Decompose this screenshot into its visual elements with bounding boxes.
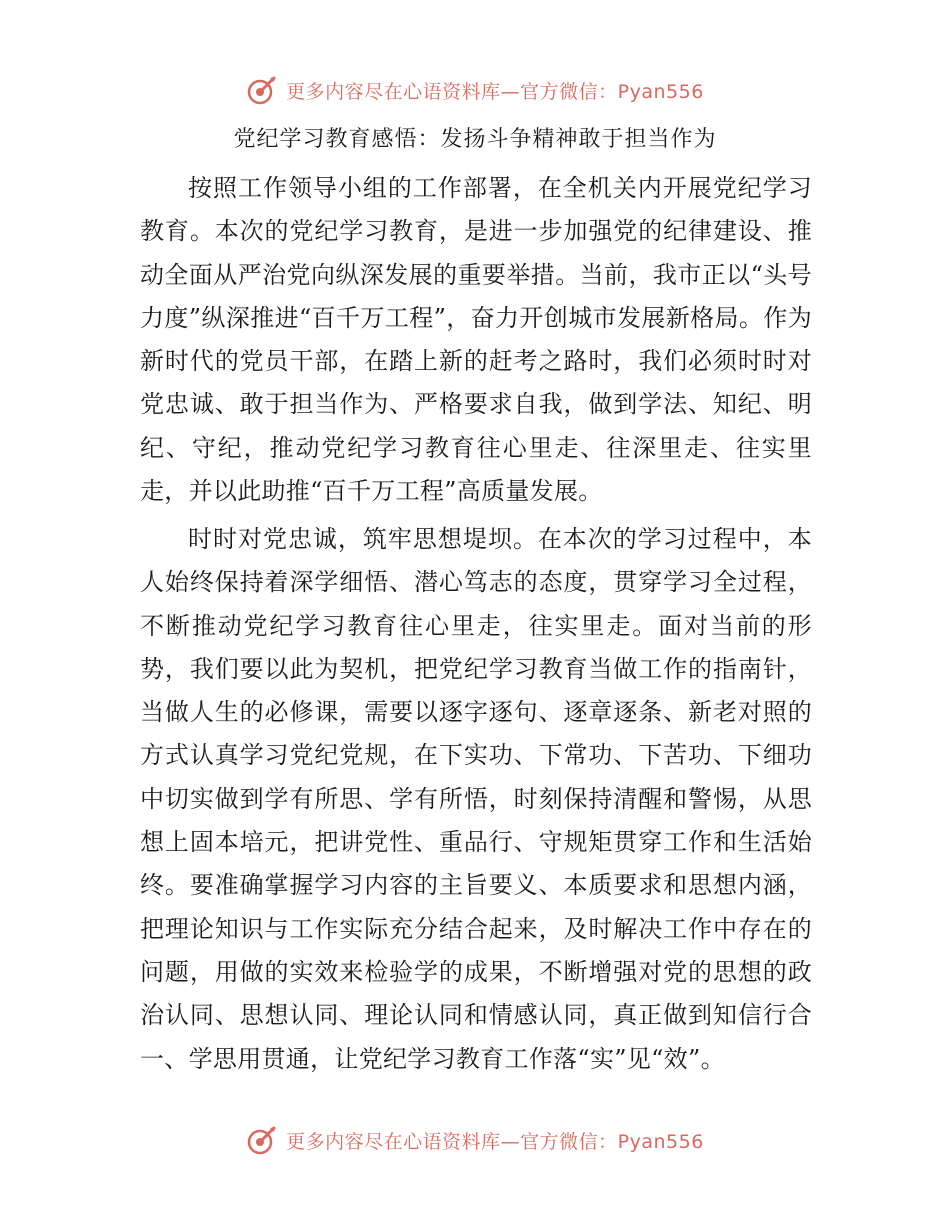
watermark-text: 更多内容尽在心语资料库—官方微信：Pyan556 [286,80,704,103]
footer-watermark [0,1120,950,1160]
page-title: 党纪学习教育感悟：发扬斗争精神敢于担当作为 [233,127,717,152]
paragraph-2: 时时对党忠诚，筑牢思想堤坝。在本次的学习过程中，本人始终保持着深学细悟、潜心笃志的态度，贯穿学习全过程，不断推动党纪学习教育往心里走，往实里走。面对当前的形势，我们要以此为契机，把党纪学习教育当做工作的指南针，当做人生的必修课，需要以逐字逐句、逐章逐条、新老对照的方式认真学习党纪党规，在下实功、下常功、下苦功、下细功中切实做到学有所思、学有所悟，时刻保持清醒和警惕，从思想上固本培元，把讲党性、重品行、守规矩贯穿工作和生活始终。要准确掌握学习内容的主旨要义、本质要求和思想内涵，把理论知识与工作实际充分结合起来，及时解决工作中存在的问题，用做的实效来检验学的成果，不断增强对党的思想的政治认同、思想认同、理论认同和情感认同，真正做到知信行合一、学思用贯通，让党纪学习教育工作落“实”见“效”。 [140,525,812,1073]
header-watermark [0,70,950,110]
logo-icon [246,74,278,106]
watermark-text: 更多内容尽在心语资料库—官方微信：Pyan556 [286,1130,704,1153]
logo-icon [246,1124,278,1156]
paragraph-1: 按照工作领导小组的工作部署，在全机关内开展党纪学习教育。本次的党纪学习教育，是进一步加强党的纪律建设、推动全面从严治党向纵深发展的重要举措。当前，我市正以“头号力度”纵深推进“百千万工程”，奋力开创城市发展新格局。作为新时代的党员干部，在踏上新的赶考之路时，我们必须时时对党忠诚、敢于担当作为、严格要求自我，做到学法、知纪、明纪、守纪，推动党纪学习教育往心里走、往深里走、往实里走，并以此助推“百千万工程”高质量发展。 [140,174,812,506]
